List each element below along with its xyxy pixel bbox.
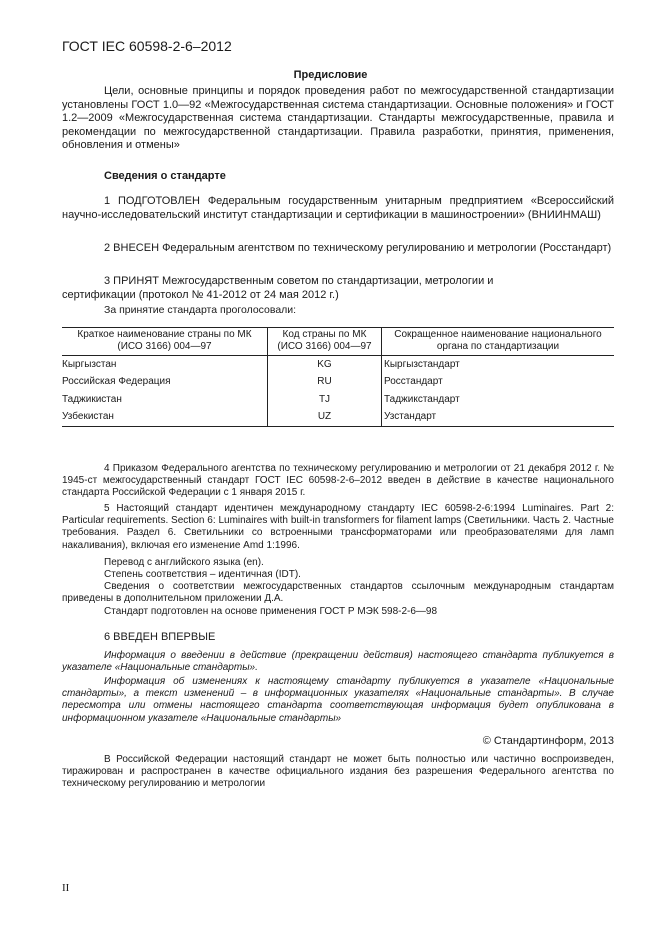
item-1-paragraph: 1 ПОДГОТОВЛЕН Федеральным государственным унитарным предприятием «Всероссийский научно-исследовательский институт стандартизации и сертификации в машиностроении» (ВНИИНМАШ)	[62, 195, 614, 221]
conformity-degree: Степень соответствия – идентичная (IDT).	[104, 569, 301, 580]
country-name	[62, 355, 268, 373]
country-code: KG	[268, 355, 382, 373]
country-name-text: Узбекистан	[62, 411, 114, 423]
column-header-code: Код страны по МК (ИСО 3166) 004—97	[268, 328, 382, 356]
country-code: TJ	[268, 391, 382, 409]
info-changes: Информация об изменениях к настоящему стандарту публикуется в указателе «Национальные стандарты», а текст изменений – в информационных указателях «Национальные стандарты». В случае пересмотра или отмены настоящего стандарта соответствующая информация будет опубликована в информационном указателе «Национальные стандарты»	[62, 676, 614, 724]
standards-body: Таджикстандарт	[382, 391, 615, 409]
table-row	[62, 408, 614, 426]
column-header-country: Краткое наименование страны по МК (ИСО 3166) 004—97	[77, 329, 252, 352]
item-5-paragraph: 5 Настоящий стандарт идентичен международному стандарту IEC 60598-2-6:1994 Luminaires. Part 2: Particular requirements. Section 6: Luminaires with built-in transformers for filament lamps (Светильники. Часть 2. Частные требования. Раздел 6. Светильники со встроенными трансформаторами или преобразователями для ламп накаливания), включая его изменение Amd 1:1996.	[62, 503, 614, 551]
table-row	[62, 355, 614, 373]
table-row	[62, 373, 614, 391]
item-6: 6 ВВЕДЕН ВПЕРВЫЕ	[104, 631, 216, 643]
item-4-paragraph: 4 Приказом Федерального агентства по техническому регулированию и метрологии от 21 декабря 2012 г. № 1945-ст межгосударственный стандарт ГОСТ IEC 60598-2-6–2012 введен в действие в качестве национального стандарта Российской Федерации с 1 января 2015 г.	[62, 463, 614, 499]
item-3-paragraph: 3 ПРИНЯТ Межгосударственным советом по стандартизации, метрологии и сертификации (протокол № 41-2012 от 24 мая 2012 г.)	[62, 275, 494, 301]
table-row	[62, 391, 614, 409]
country-name	[62, 373, 268, 391]
translation-note: Перевод с английского языка (en).	[104, 557, 264, 568]
standards-body: Кыргызстандарт	[382, 355, 615, 373]
legal-notice: В Российской Федерации настоящий стандарт не может быть полностью или частично воспроизведен, тиражирован и распространен в качестве официального издания без разрешения Федерального агентства по техническому регулированию и метрологии	[62, 754, 614, 790]
item-2-paragraph: 2 ВНЕСЕН Федеральным агентством по техническому регулированию и метрологии (Росстандарт)	[104, 242, 612, 254]
page-number: II	[62, 882, 70, 894]
document-header: ГОСТ IEC 60598-2-6–2012	[62, 38, 232, 54]
country-name	[62, 408, 268, 426]
country-code: RU	[268, 373, 382, 391]
country-name-text: Российская Федерация	[62, 376, 171, 388]
foreword-title: Предисловие	[293, 69, 368, 81]
section-title: Сведения о стандарте	[104, 170, 226, 182]
info-introduction: Информация о введении в действие (прекращении действия) настоящего стандарта публикуется в указателе «Национальные стандарты».	[62, 650, 614, 674]
column-header-body: Сокращенное наименование национального органа по стандартизации	[382, 328, 615, 356]
basis-note: Стандарт подготовлен на основе применения ГОСТ Р МЭК 598-2-6—98	[104, 606, 438, 617]
country-code: UZ	[268, 408, 382, 426]
member-states-table	[62, 327, 614, 427]
country-name-text: Кыргызстан	[62, 358, 117, 370]
standards-body: Росстандарт	[382, 373, 615, 391]
standards-body: Узстандарт	[382, 408, 615, 426]
voted-label: За принятие стандарта проголосовали:	[104, 304, 297, 316]
country-name-text: Таджикистан	[62, 393, 122, 405]
country-name	[62, 391, 268, 409]
table-header-row	[62, 328, 614, 356]
references-note: Сведения о соответствии межгосударственных стандартов ссылочным международным стандартам приведены в дополнительном приложении Д.А.	[62, 581, 614, 605]
foreword-paragraph: Цели, основные принципы и порядок проведения работ по межгосударственной стандартизации установлены ГОСТ 1.0—92 «Межгосударственная система стандартизации. Основные положения» и ГОСТ 1.2—2009 «Межгосударственная система стандартизации. Стандарты межгосударственные, правила и рекомендации по межгосударственной стандартизации. Правила разработки, принятия, применения, обновления и отмены»	[62, 85, 614, 152]
copyright: © Стандартинформ, 2013	[482, 735, 614, 747]
